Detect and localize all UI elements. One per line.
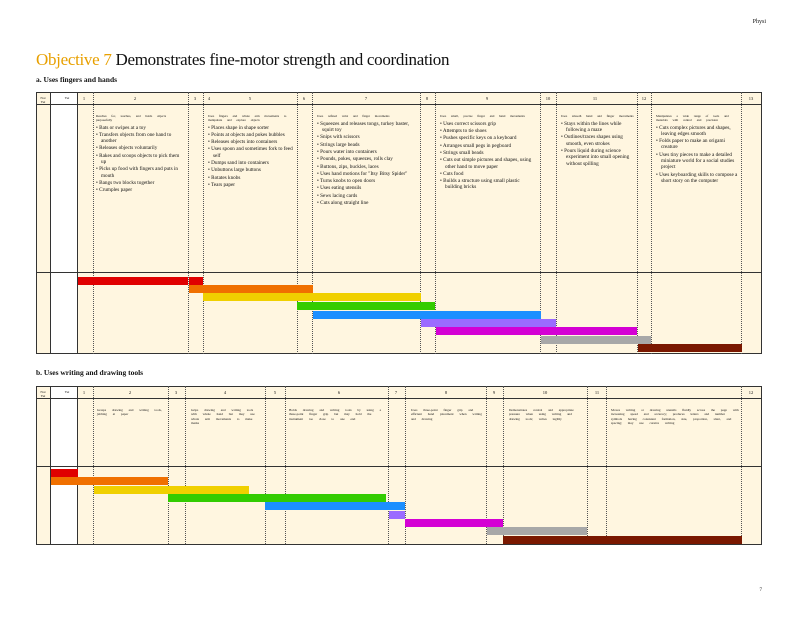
example-item: • Rotates knobs [208, 175, 294, 181]
example-item: • Bats or swipes at a toy [96, 125, 184, 131]
level-number: 10 [545, 96, 551, 101]
not-yet-label: Not Yet [40, 390, 46, 398]
indicator-column [440, 115, 538, 192]
example-item: • Cuts out simple pictures and shapes, using other hand to move paper [440, 157, 538, 170]
column-intro: Manipulates a wide range of tools and materials with control and precision [656, 114, 729, 122]
example-item: • Sews lacing cards [317, 193, 417, 199]
example-item: • Pounds, pokes, squeezes, rolls clay [317, 156, 417, 162]
progression-bar-gray [541, 336, 651, 344]
example-item: • Strings large beads [317, 142, 417, 148]
example-item: • Stays within the lines while following a maze [561, 121, 635, 134]
level-number: 6 [302, 96, 306, 101]
example-item: • Uses correct scissors grip [440, 121, 538, 127]
indicator-column [96, 115, 184, 195]
example-item: • Buttons, zips, buckles, laces [317, 164, 417, 170]
example-item: • Places shape in shape sorter [208, 125, 294, 131]
progression-bar-brown [503, 536, 742, 544]
level-number: 5 [273, 390, 277, 395]
indicator-note: Moves writing or drawing utensils fluidly across the page with increasing speed and accuracy; produces letters and number symbols having consistent formation, size, proportion, slant, and spacing; may use cursive writing [611, 408, 739, 425]
level-number: 1 [82, 390, 86, 395]
progression-bar-green [297, 302, 435, 310]
yet-label: Yet [64, 390, 70, 394]
section-b-label: b. Uses writing and drawing tools [36, 368, 144, 377]
indicator-note: Grasps drawing and writing tools, jabbing at paper [97, 408, 162, 417]
level-number: 7 [364, 96, 368, 101]
column-intro: Uses small, precise finger and hand movements [440, 114, 525, 118]
indicator-column [208, 115, 294, 189]
example-item: • Turns knobs to open doors [317, 178, 417, 184]
section-b-blank-col [50, 386, 77, 544]
objective-text: Demonstrates fine-motor strength and coordination [115, 50, 450, 69]
running-head: Physi [752, 19, 766, 25]
example-item: • Transfers objects from one hand to another [96, 132, 184, 145]
level-number: 12 [641, 96, 647, 101]
example-item: • Rakes and scoops objects to pick them up [96, 153, 184, 166]
level-number: 11 [592, 96, 598, 101]
column-intro: Uses smooth hand and finger movements [561, 114, 634, 118]
not-yet-label: Not Yet [40, 96, 46, 104]
example-item: • Pours liquid during science experiment into small opening without spilling [561, 148, 635, 167]
example-item: • Releases objects into containers [208, 139, 294, 145]
example-item: • Outlines/traces shapes using smooth, even strokes [561, 134, 635, 147]
level-number: 3 [193, 96, 197, 101]
example-item: • Folds paper to make an origami creature [656, 138, 740, 151]
example-item: • Cuts along straight line [317, 200, 417, 206]
page-number: 7 [759, 588, 762, 593]
progression-bar-green [168, 494, 386, 502]
example-item: • Snips with scissors [317, 134, 417, 140]
example-item: • Releases objects voluntarily [96, 145, 184, 151]
progression-bar-yellow [94, 486, 249, 494]
example-item: • Points at objects and pokes bubbles [208, 132, 294, 138]
example-item: • Picks up food with fingers and puts in mouth [96, 166, 184, 179]
progression-bar-magenta [436, 327, 637, 335]
level-number: 4 [207, 96, 211, 101]
example-item: • Bangs two blocks together [96, 180, 184, 186]
example-item: • Pours water into containers [317, 149, 417, 155]
progression-bar-yellow [203, 293, 421, 301]
level-number: 8 [425, 96, 429, 101]
level-number: 2 [128, 390, 132, 395]
indicator-column [656, 115, 740, 185]
progression-bar-orange [189, 285, 313, 293]
level-number: 6 [337, 390, 341, 395]
indicator-note: Demonstrates control and appropriate pressure when using writing and drawing tools; writes legibly [509, 408, 574, 421]
column-intro: Reaches for, touches, and holds objects purposefully [96, 114, 167, 122]
level-number: 13 [748, 96, 754, 101]
example-item: • Uses tiny pieces to make a detailed miniature world for a social studies project [656, 152, 740, 171]
indicator-column [317, 115, 417, 207]
objective-title [36, 50, 449, 70]
example-item: • Uses spoon and sometimes fork to feed self [208, 146, 294, 159]
level-number: 7 [394, 390, 398, 395]
progression-bar-gray [487, 527, 587, 535]
level-number: 12 [748, 390, 754, 395]
example-item: • Attempts to tie shoes [440, 128, 538, 134]
progression-bar-red [51, 469, 78, 477]
indicator-note: Grips drawing and writing tools with whole hand but may use whole arm movements to make marks [191, 408, 255, 425]
column-intro: Uses refined wrist and finger movements [317, 114, 390, 118]
example-item: • Dumps sand into containers [208, 160, 294, 166]
indicator-note: Uses three-point finger grip and efficient hand placement when writing and drawing [411, 408, 482, 421]
level-number: 11 [594, 390, 600, 395]
level-number: 9 [492, 390, 496, 395]
example-item: • Arranges small pegs in pegboard [440, 143, 538, 149]
example-item: • Uses hand motions for "Itsy Bitsy Spider" [317, 171, 417, 177]
level-number: 3 [174, 390, 178, 395]
level-number: 8 [444, 390, 448, 395]
progression-bar-blue [313, 311, 541, 319]
level-number: 1 [82, 96, 86, 101]
level-number: 2 [133, 96, 137, 101]
example-item: • Pushes specific keys on a keyboard [440, 135, 538, 141]
progression-bar-purple [421, 319, 556, 327]
example-item: • Builds a structure using small plastic building bricks [440, 178, 538, 191]
indicator-column [561, 115, 635, 168]
example-item: • Uses eating utensils [317, 185, 417, 191]
example-item: • Strings small beads [440, 150, 538, 156]
level-number: 9 [485, 96, 489, 101]
progression-bar-brown [638, 344, 742, 352]
example-item: • Cuts food [440, 171, 538, 177]
section-a-label: a. Uses fingers and hands [36, 75, 118, 84]
progression-bar-orange [51, 477, 168, 485]
indicator-note: Holds drawing and writing tools by using a three-point finger grip but may hold the instrument too close to one end [289, 408, 382, 421]
progression-bar-magenta [405, 519, 503, 527]
example-item: • Cuts complex pictures and shapes, leaving edges smooth [656, 125, 740, 138]
example-item: • Unbuttons large buttons [208, 167, 294, 173]
level-number: 4 [223, 390, 227, 395]
section-a-blank-col [50, 92, 77, 354]
example-item: • Squeezes and releases tongs, turkey baster, squirt toy [317, 121, 417, 134]
example-item: • Crumples paper [96, 187, 184, 193]
example-item: • Uses keyboarding skills to compose a short story on the computer [656, 172, 740, 185]
objective-label: Objective 7 [36, 50, 112, 69]
column-intro: Uses fingers and whole arm movements to manipulate and explore objects [208, 114, 287, 122]
progression-bar-red [189, 277, 203, 285]
yet-label: Yet [64, 96, 70, 100]
progression-bar-red [78, 277, 188, 285]
progression-bar-purple [389, 511, 405, 519]
level-number: 10 [542, 390, 548, 395]
example-item: • Tears paper [208, 182, 294, 188]
progression-bar-blue [265, 502, 405, 510]
level-number: 5 [248, 96, 252, 101]
